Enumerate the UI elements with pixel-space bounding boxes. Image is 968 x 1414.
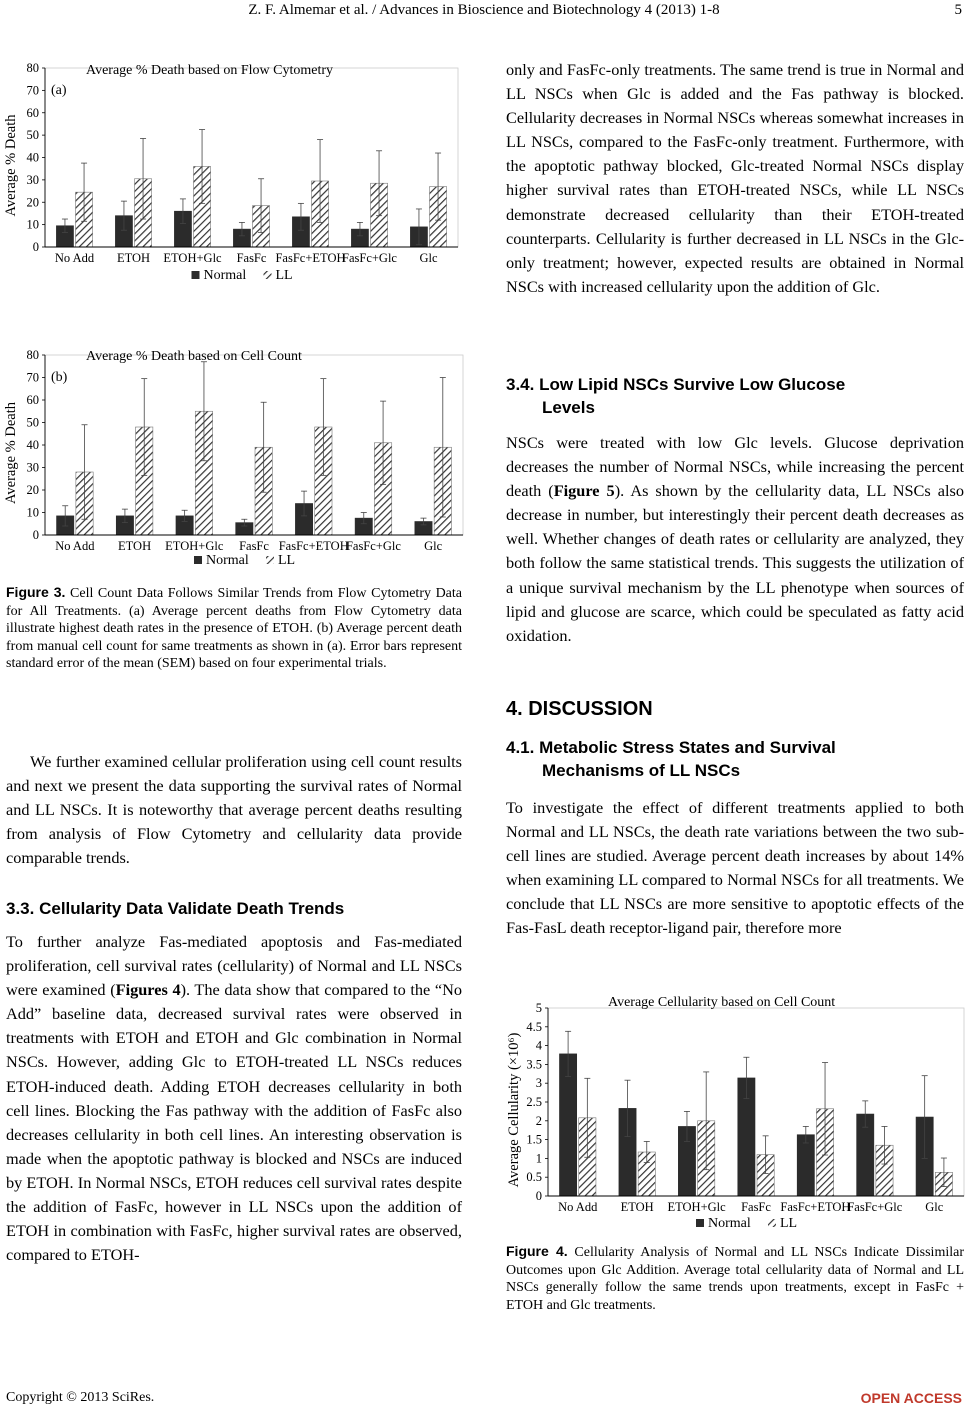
x-tick-label: FasFc+ETOH	[278, 539, 349, 553]
chart-title: Average % Death based on Flow Cytometry	[86, 63, 334, 78]
y-axis-label: Average Cellularity (×10⁶)	[506, 1032, 522, 1188]
section-number: 3.4.	[506, 375, 535, 394]
x-tick-label: ETOH+Glc	[165, 539, 224, 553]
section-title: Cellularity Data Validate Death Trends	[39, 899, 345, 918]
x-tick-label: Glc	[925, 1200, 944, 1214]
legend-swatch-ll	[264, 271, 272, 279]
y-tick-label: 40	[26, 150, 39, 165]
y-tick-label: 80	[26, 61, 39, 75]
legend-swatch-normal	[696, 1219, 704, 1227]
y-tick-label: 4	[535, 1038, 542, 1053]
chart-cell-count-death	[0, 300, 484, 590]
legend-swatch-ll	[768, 1219, 776, 1227]
y-tick-label: 40	[26, 438, 39, 452]
open-access-label[interactable]: OPEN ACCESS	[860, 1390, 962, 1406]
y-axis-label: Average % Death	[3, 402, 19, 504]
legend-label-normal: Normal	[708, 1216, 751, 1231]
legend-label-ll: LL	[275, 268, 293, 283]
y-tick-label: 60	[26, 393, 39, 407]
chart-title: Average % Death based on Cell Count	[86, 349, 302, 364]
section-heading	[506, 736, 964, 782]
legend-label-ll: LL	[780, 1216, 798, 1231]
paragraph: We further examined cellular proliferation using cell count results and next we present the data supporting the survival rates of Normal and LL NSCs. It is noteworthy that average percent deaths resulting from analysis of Flow Cytometry and cellularity data provide comparable trends.	[6, 752, 462, 868]
panel-label: (a)	[51, 83, 67, 98]
y-tick-label: 10	[26, 505, 39, 520]
y-tick-label: 0	[535, 1189, 542, 1203]
x-tick-label: FasFc+Glc	[847, 1200, 903, 1214]
copyright: Copyright © 2013 SciRes.	[6, 1390, 155, 1405]
left-body-1	[6, 750, 462, 870]
figure-3-label: Figure 3.	[6, 584, 66, 600]
x-tick-label: FasFc	[239, 539, 269, 553]
x-tick-label: ETOH	[118, 539, 152, 553]
y-tick-label: 20	[26, 195, 39, 210]
figure-4-label: Figure 4.	[506, 1243, 568, 1259]
figure-3-caption-block	[6, 584, 462, 673]
figure-ref[interactable]: Figures 4	[115, 980, 181, 1000]
x-tick-label: ETOH+Glc	[163, 251, 222, 265]
paragraph	[506, 431, 964, 648]
section-number: 4.1.	[506, 738, 535, 757]
paragraph-text: ). The data show that compared to the “No Add” baseline data, decreased survival rates were observed in treatments with ETOH and ETOH and Glc combination in Normal NSCs. However, adding Glc to ETOH-treated LL NSCs reduces ETOH-induced death. Adding ETOH decreases cellularity in both cell lines. Blocking the Fas pathway with the addition of FasFc also decreases cellularity in both cell lines. An interesting observation is made when the apoptotic pathway is blocked and NSCs are induced by ETOH. In Normal NSCs, ETOH reduces cell survival rates despite the addition of FasFc, however in LL NSCs upon the addition of ETOH in combination with FasFc, higher survival rates are observed, compared to ETOH-	[6, 980, 463, 1265]
plot-area	[45, 68, 458, 247]
y-tick-label: 50	[26, 415, 39, 430]
y-tick-label: 5	[535, 1001, 542, 1015]
section-heading	[6, 897, 462, 920]
legend-label-ll: LL	[278, 553, 296, 568]
section-title-cont: Levels	[542, 398, 595, 417]
y-tick-label: 0	[32, 240, 39, 254]
figure-4-caption-block	[506, 1243, 964, 1314]
x-tick-label: ETOH	[116, 251, 151, 265]
y-tick-label: 1	[535, 1151, 542, 1166]
section-heading: 4. DISCUSSION	[506, 698, 653, 720]
y-tick-label: 0.5	[526, 1170, 542, 1185]
x-tick-label: FasFc	[741, 1200, 771, 1214]
section-3-3	[6, 897, 462, 920]
x-tick-label: Glc	[424, 539, 443, 553]
y-tick-label: 1.5	[526, 1132, 542, 1147]
chart-flow-cytometry	[0, 0, 484, 300]
y-axis-label: Average % Death	[3, 114, 19, 217]
section-4-1	[506, 736, 964, 782]
figure-ref[interactable]: Figure 5	[553, 481, 615, 501]
x-tick-label: ETOH+Glc	[667, 1200, 726, 1214]
left-body-2	[6, 930, 462, 1267]
right-body-3	[506, 796, 964, 941]
bar-normal	[797, 1135, 814, 1196]
figure-3-caption-text: Cell Count Data Follows Similar Trends from Flow Cytometry Data for All Treatments. (a) Average percent deaths from Flow Cytometry data illustrate highest death rates in the presence of ETOH. (b) Average percent death from manual cell count for same treatments as shown in (a). Error bars represent standard error of the mean (SEM) based on four experimental trials.	[6, 586, 462, 672]
legend-swatch-normal	[194, 556, 202, 564]
legend-label-normal: Normal	[203, 268, 247, 283]
legend-swatch-normal	[192, 271, 200, 279]
paragraph: only and FasFc-only treatments. The same trend is true in Normal and LL NSCs when Glc is added and the Fas pathway is blocked. Cellularity decreases in Normal NSCs whereas somewhat increases in LL NSCs, compared to the FasFc-only treatment. Furthermore, with the apoptotic pathway blocked, Glc-treated Normal NSCs display higher survival rates than ETOH-treated NSCs, while LL NSCs demonstrate decreased cellularity than their ETOH-treated counterparts. Cellularity is further decreased in LL NSCs in the Glc-only treatment; however, expected results are obtained in Normal NSCs with increased cellularity upon the addition of Glc.	[506, 60, 964, 296]
plot-area	[45, 355, 463, 535]
chart-cellularity	[484, 985, 968, 1240]
x-tick-label: FasFc+Glc	[342, 251, 397, 265]
section-number: 3.3.	[6, 899, 35, 918]
section-title: Metabolic Stress States and Survival	[539, 738, 836, 757]
x-tick-label: No Add	[55, 539, 95, 553]
x-tick-label: FasFc+Glc	[345, 539, 401, 553]
y-tick-label: 3	[535, 1076, 542, 1091]
y-tick-label: 60	[26, 105, 39, 120]
y-tick-label: 2	[535, 1113, 542, 1128]
section-heading	[506, 373, 964, 419]
right-body-2	[506, 431, 964, 648]
right-body-1	[506, 58, 964, 299]
paragraph-text: ). As shown by the cellularity data, LL NSCs also decrease in number, but interestingly their percent death decreases as well. Whether changes of death rates or cellularity are analyzed, they both follow the same statistical trends. This suggests the utilization of a unique survival mechanism by the LL phenotype when sources of lipid and glucose are scarce, which could be speculated as fatty acid oxidation.	[506, 481, 964, 645]
plot-area	[548, 1008, 964, 1196]
x-tick-label: FasFc+ETOH	[780, 1200, 851, 1214]
y-tick-label: 10	[26, 217, 39, 232]
y-tick-label: 80	[26, 348, 39, 362]
paragraph-text: To further analyze Fas-mediated apoptosis and Fas-mediated proliferation, cell survival rates (cellularity) of Normal and LL NSCs were examined (	[6, 932, 462, 1000]
figure-3-caption	[6, 584, 462, 673]
chart-title: Average Cellularity based on Cell Count	[608, 995, 836, 1010]
paragraph-text: NSCs were treated with low Glc levels. Glucose deprivation decreases the number of Normal NSCs, while increasing the percent death (	[506, 433, 964, 501]
y-tick-label: 30	[26, 172, 39, 187]
x-tick-label: FasFc+ETOH	[275, 251, 346, 265]
y-tick-label: 4.5	[526, 1019, 542, 1034]
x-tick-label: No Add	[54, 251, 95, 265]
y-tick-label: 0	[32, 528, 39, 542]
x-tick-label: FasFc	[236, 251, 267, 265]
y-tick-label: 30	[26, 460, 39, 475]
x-tick-label: ETOH	[620, 1200, 654, 1214]
paragraph	[6, 930, 462, 1267]
y-tick-label: 70	[26, 370, 39, 385]
y-tick-label: 70	[26, 83, 39, 98]
y-tick-label: 3.5	[526, 1057, 542, 1072]
figure-4-caption	[506, 1243, 964, 1314]
page-number: 5	[954, 2, 962, 18]
legend-label-normal: Normal	[206, 553, 249, 568]
section-title: Low Lipid NSCs Survive Low Glucose	[539, 375, 846, 394]
y-tick-label: 20	[26, 483, 39, 497]
y-tick-label: 50	[26, 128, 39, 143]
legend-swatch-ll	[266, 556, 274, 564]
x-tick-label: Glc	[419, 251, 438, 265]
section-3-4	[506, 373, 964, 419]
paragraph: To investigate the effect of different treatments applied to both Normal and LL NSCs, the death rate variations between the two sub-cell lines are studied. Average percent death increases by about 14% when examining LL compared to Normal NSCs for all treatments. We conclude that LL NSCs are more sensitive to apoptotic effects of the Fas-FasL death receptor-ligand pair, therefore more	[506, 798, 964, 938]
panel-label: (b)	[51, 370, 68, 385]
y-tick-label: 2.5	[526, 1095, 542, 1109]
running-head: Z. F. Almemar et al. / Advances in Bioscience and Biotechnology 4 (2013) 1-8	[248, 2, 720, 18]
section-title-cont: Mechanisms of LL NSCs	[542, 761, 741, 780]
x-tick-label: No Add	[558, 1200, 598, 1214]
section-4	[506, 697, 964, 721]
figure-4-caption-text: Cellularity Analysis of Normal and LL NSCs Indicate Dissimilar Outcomes upon Glc Addition. Average total cellularity data of Normal and LL NSCs generally follow the same trends upon treatments, except in FasFc + ETOH and Glc treatments.	[506, 1245, 964, 1313]
